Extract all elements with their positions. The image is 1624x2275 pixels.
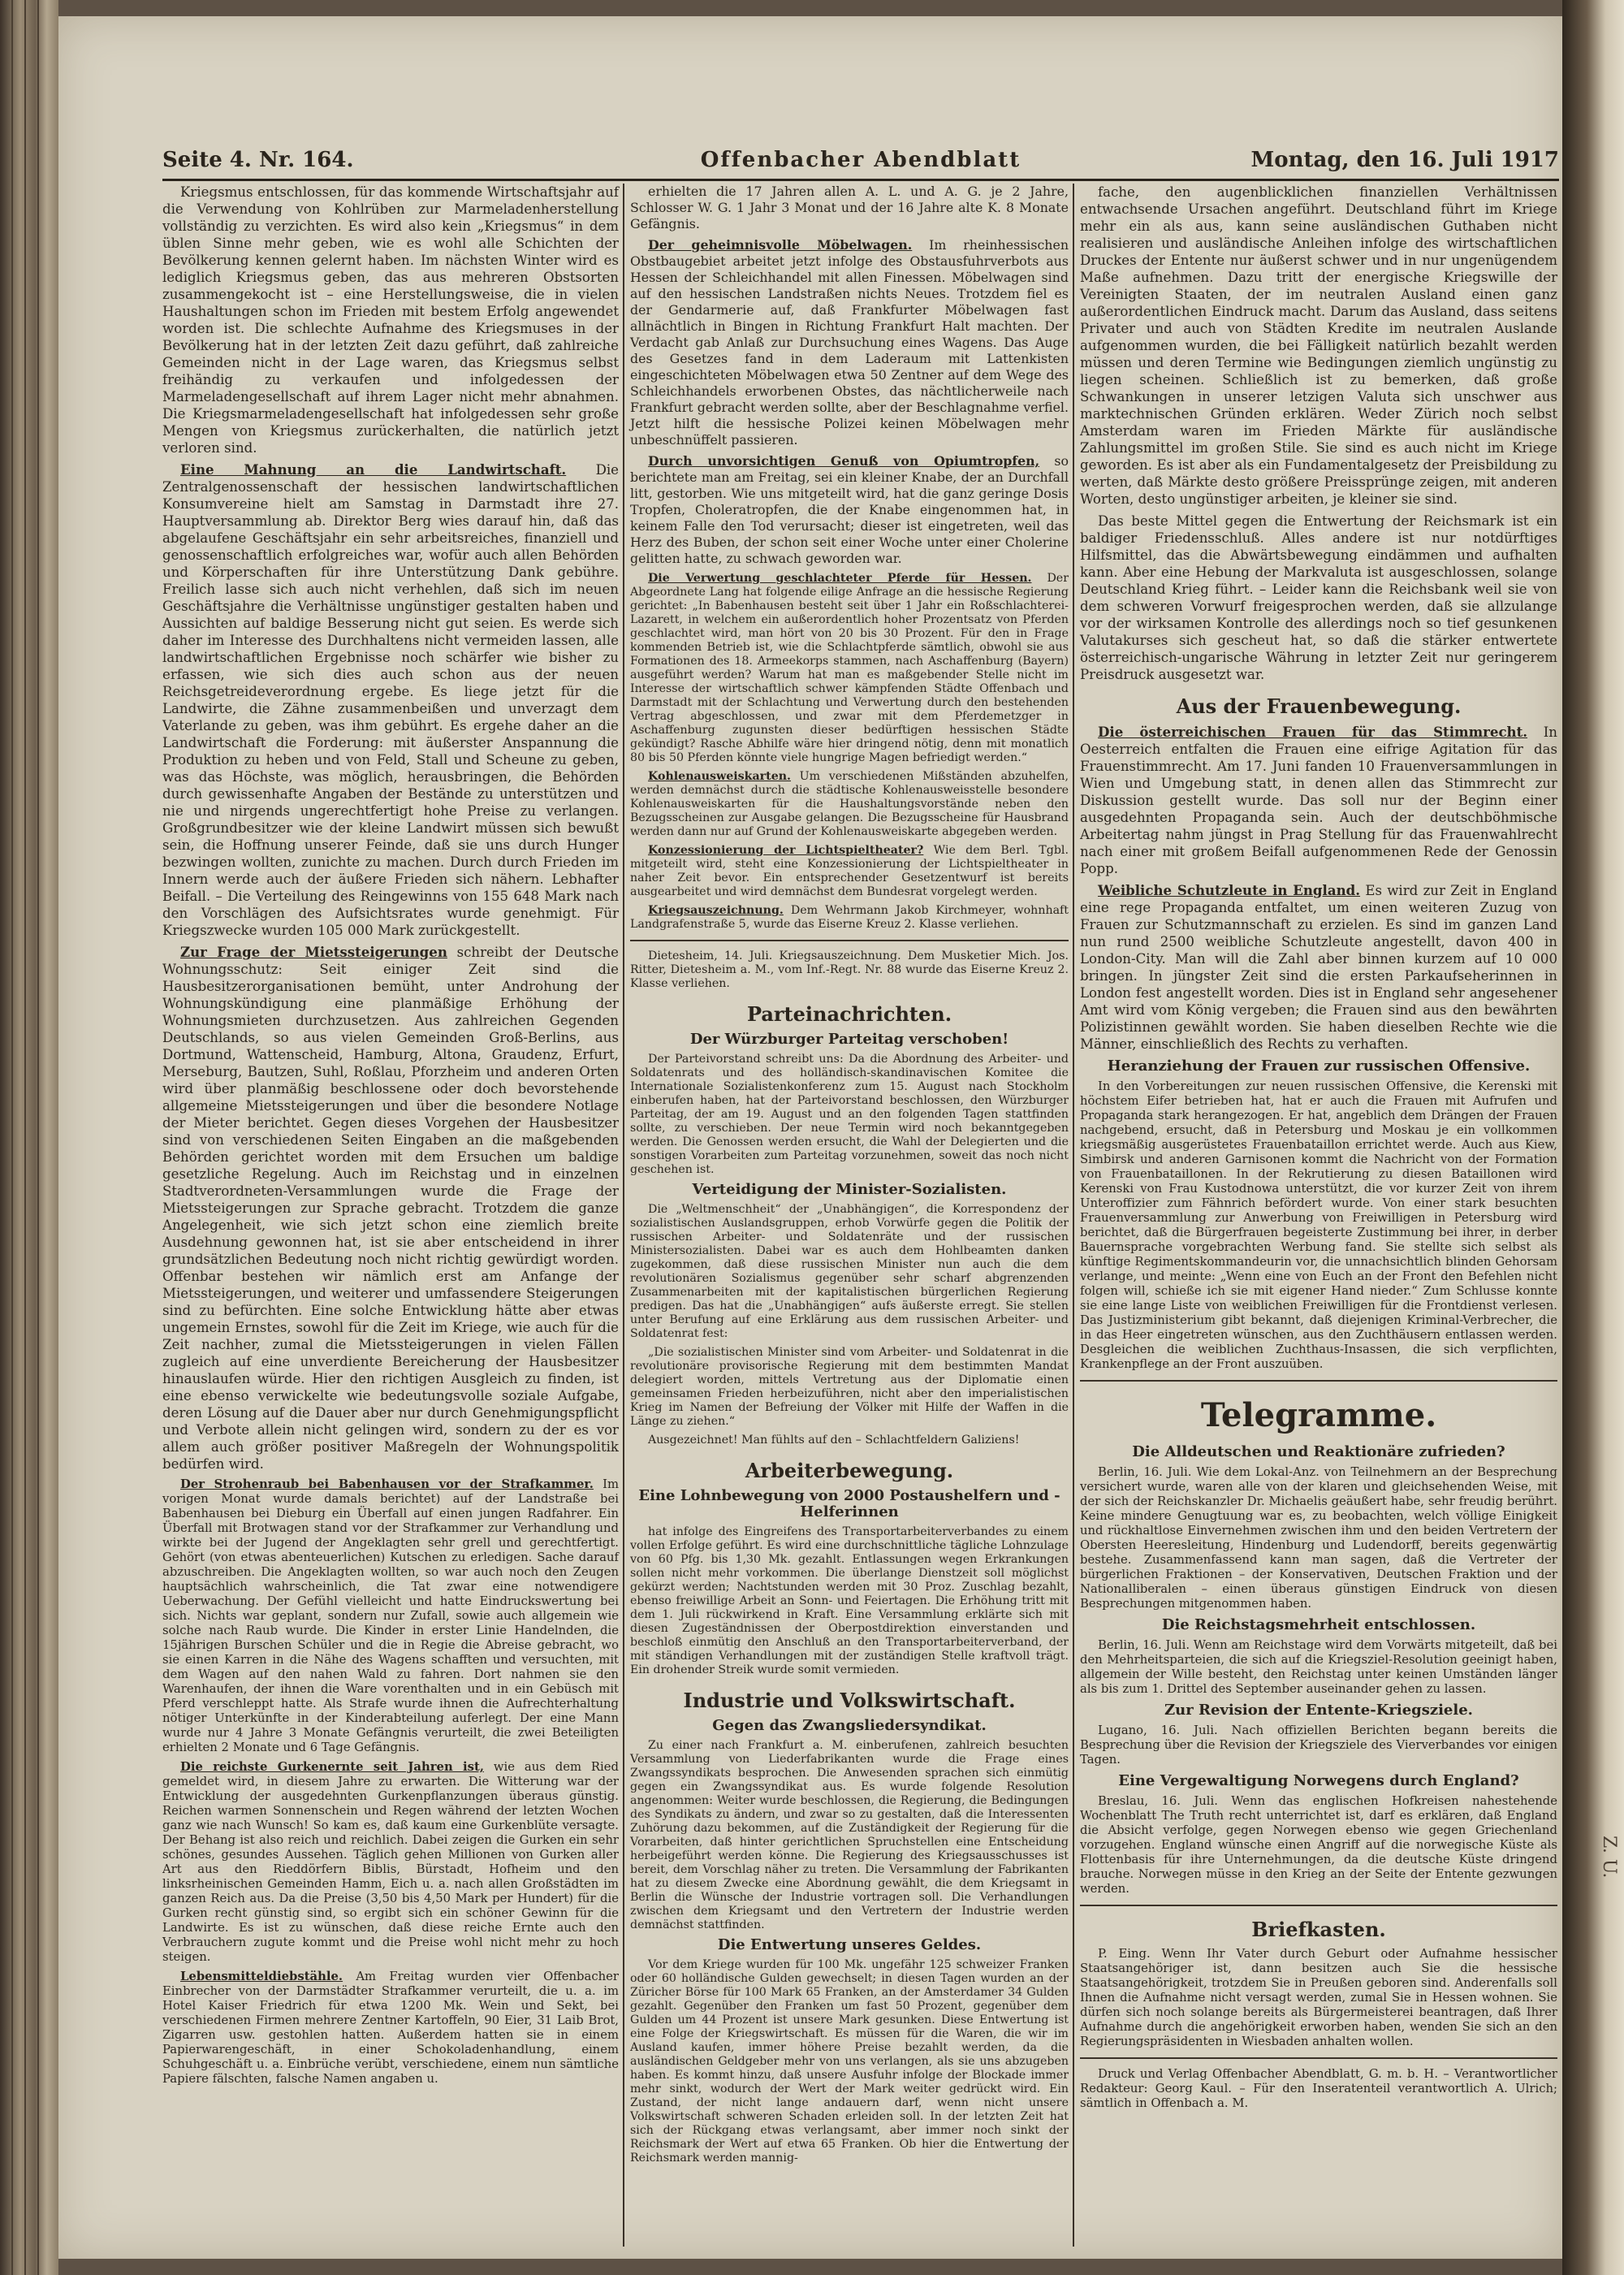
article-text (630, 572, 1069, 765)
article-subheading: Der Würzburger Parteitag verschoben! (689, 1031, 1009, 1048)
article-text: Vor dem Kriege wurden für 100 Mk. ungefähr 125 schweizer Franken oder 60 holländische Gulden gewechselt; in diesen Tagen wurden an der Züricher Börse für 100 Mark 65 Franken, an der Amsterdamer 34 Gulden gezahlt. Gegenüber den Franken um fast 50 Prozent, gegenüber dem Gulden um 44 Prozent ist unsere Mark gesunken. Diese Entwertung ist eine Folge der Kriegswirtschaft. Es müssen für die Waren, die wir im Ausland kaufen, immer höhere Preise bezahlt werden, da die ausländischen Geldgeber mehr von uns verlangen, als sie uns abzugeben haben. Es kommt hinzu, daß unsere Ausfuhr infolge der Blockade immer mehr sinkt, wodurch der Wert der Mark weiter gedrückt wird. Ein Zustand, der nicht lange andauern darf, wenn nicht unsere Volkswirtschaft schweren Schaden erleiden soll. In der letzten Zeit hat sich der Rückgang etwas verlangsamt, aber immer noch sinkt der Reichsmark der Wert auf etwa 65 Franken. Ob hier die Entwertung der Reichsmark werden mannig- (630, 1958, 1069, 2165)
article-body: wie aus dem Ried gemeldet wird, in diesem Jahre zu erwarten. Die Witterung war der Entwicklung der ausgedehnten Gurkenpflanzungen überaus günstig. Reichen warmen Sonnenschein und Regen während der letzten Wochen ganz wie nach Wunsch! So kam es, daß kaum eine Gurkenblüte versagte. Der Behang ist also reich und reichlich. Dabei zeigen die Gurken ein sehr schönes, gesundes Aussehen. Täglich gehen Millionen von Gurken aller Art aus den Rieddörfern Biblis, Bürstadt, Hofheim und den linksrheinischen Gemeinden Hamm, Eich u. a. nach allen Großstädten im ganzen Reich aus. Da die Preise (3,50 bis 4,50 Mark per Hundert) für die Gurken recht günstig sind, so ergibt sich ein schöner Gewinn für die Landwirte. Es ist zu wünschen, daß diese reiche Ernte auch den Verbrauchern zugute kommt und die Preise wohl nicht mehr zu hoch steigen. (162, 1760, 619, 1964)
article-text: Das beste Mittel gegen die Entwertung der Reichsmark ist ein baldiger Friedensschluß. Alles andere ist nur notdürftiges Hilfsmittel, das die Abwärtsbewegung eindämmen und aufhalten kann. Aber eine Hebung der Markvaluta ist ausgeschlossen, solange Deutschland Krieg führt. – Leider kann die Reichsbank weil sie von dem schweren Vorwurf freigesprochen werden, daß sie allzulange vor der wirksamen Kontrolle des allerdings noch so tief gesunkenen Valutakurses sich gescheut hat, so daß die stärker entwertete österreichisch-ungarische Währung in letzter Zeit nur geringerem Preisdruck ausgesetzt war. (1080, 513, 1557, 682)
divider (1080, 1905, 1557, 1906)
newspaper-title: Offenbacher Abendblatt (700, 148, 1021, 172)
article-text (1080, 882, 1557, 1053)
masthead (162, 143, 1559, 181)
article-text: P. Eing. Wenn Ihr Vater durch Geburt oder Aufnahme hessischer Staatsangehöriger ist, dann besitzen auch Sie die hessische Staatsangehörigkeit, trotzdem Sie in Preußen geboren sind. Anderenfalls soll Ihnen die Aufnahme nicht versagt werden, zumal Sie in Hessen wohnen. Sie dürfen sich noch solange bereits als Bürgermeisterei beantragen, daß Ihrer Aufnahme durch die angehörigkeit erworben haben, wenden Sie sich an den Regierungspräsidenten in Wiesbaden anhalten wollen. (1080, 1947, 1557, 2048)
article-subheading: Die Entwertung unseres Geldes. (717, 1936, 982, 1953)
article-heading: Zur Frage der Mietssteigerungen (180, 944, 447, 960)
article-body: Wie dem Berl. Tgbl. mitgeteilt wird, steht eine Konzessionierung der Lichtspieltheater in naher Zeit bevor. Ein entsprechender Gesetzentwurf ist bereits ausgearbeitet und wird demnächst dem Bundesrat vorgelegt werden. (630, 844, 1069, 898)
page-edge (1562, 0, 1624, 2275)
article-subheading: Eine Lohnbewegung von 2000 Postaushelfern und -Helferinnen (638, 1487, 1060, 1520)
article-subheading: Eine Vergewaltigung Norwegens durch England? (1118, 1772, 1519, 1789)
article-heading: Eine Mahnung an die Landwirtschaft. (180, 461, 567, 478)
article-text: Die „Weltmenschheit“ der „Unabhängigen“, die Korrespondenz der sozialistischen Auslandsgruppen, erhob Vorwürfe gegen die Politik der russischen Arbeiter- und Soldatenräte und der russischen Ministersozialisten. Dabei war es auch dem Hohlbeamten danken zugekommen, daß diese russischen Minister nun auch die dem revolutionären Sozialismus gegenüber sehr scharf abgrenzenden Zusammenarbeiten mit der kapitalistischen bürgerlichen Regierung predigen. Das hat die „Unabhängigen“ aufs äußerste erregt. Sie stellen unter Berufung auf eine Erklärung aus dem russischen Arbeiter- und Soldatenrat fest: (630, 1203, 1069, 1340)
article-text: Lugano, 16. Juli. Nach offiziellen Berichten begann bereits die Besprechung über die Revision der Kriegsziele des Vierverbandes vor einigen Tagen. (1080, 1724, 1557, 1767)
page-number: Seite 4. Nr. 164. (162, 148, 354, 172)
article-text: Berlin, 16. Juli. Wie dem Lokal-Anz. von Teilnehmern an der Besprechung versichert wurde, waren alle von der klaren und gleichsehenden Weise, mit der sich der Reichskanzler Dr. Michaelis geäußert habe, sehr freudig berührt. Keine mindere Genugtuung war es, zu beobachten, welch völlige Einigkeit und rückhaltlose Einvernehmen zwischen ihm und den beiden Vertretern der Obersten Heeresleitung, Hindenburg und Ludendorff, bereits gegenwärtig bestehe. Zusammenfassend kann man sagen, daß die Vertreter der bürgerlichen Fraktionen – der Konservativen, Deutschen Fraktion und der Nationalliberalen – einen überaus günstigen Eindruck von diesen Besprechungen mitgenommen haben. (1080, 1465, 1557, 1611)
margin-note: Z. U. (1599, 1836, 1619, 1879)
article-body: Im rheinhessischen Obstbaugebiet arbeitet jetzt infolge des Obstausfuhrverbots aus Hessen der Schleichhandel mit allen Finessen. Möbelwagen sind auf den hessischen Landstraßen nichts Neues. Trotzdem fiel es der Gendarmerie auf, daß Frankfurter Möbelwagen fast allnächtlich in Bingen in Richtung Frankfurt Halt machten. Der Verdacht gab Anlaß zur Durchsuchung eines Wagens. Das Auge des Gesetzes fand in dem Laderaum mit Lattenkisten eingeschichteten Möbelwagen etwa 50 Zentner auf dem Wege des Schleichhandels erworbenen Obstes, das nächtlicherweile nach Frankfurt gebracht werden sollte, aber der Beschlagnahme verfiel. Jetzt hilft die hessische Polizei keinen Möbelwagen mehr unbeschnüffelt passieren. (630, 237, 1069, 448)
article-text (630, 237, 1069, 448)
article-heading: Die österreichischen Frauen für das Stimmrecht. (1098, 724, 1528, 740)
article-text: hat infolge des Eingreifens des Transportarbeiterverbandes zu einem vollen Erfolge geführt. Es wird eine durchschnittliche tägliche Lohnzulage von 60 Pfg. bis 1,30 Mk. gezahlt. Entlassungen wegen Erkrankungen sollen nicht mehr vorkommen. Die überlange Dienstzeit soll möglichst gekürzt werden; Nachtstunden werden mit 30 Proz. Zuschlag bezahlt, ebenso freiwillige Arbeit an Sonn- und Feiertagen. Die Erhöhung tritt mit dem 1. Juli rückwirkend in Kraft. Eine Versammlung erklärte sich mit diesen Zugeständnissen der Oberpostdirektion einverstanden und beschloß einmütig den Anschluß an den Transportarbeiterverband, der mit ständigen Verhandlungen mit der zuständigen Stelle kraftvoll trägt. Ein drohender Streik wurde somit vermieden. (630, 1525, 1069, 1676)
article-text (630, 904, 1069, 932)
article-text: Dietesheim, 14. Juli. Kriegsauszeichnung. Dem Musketier Mich. Jos. Ritter, Dietesheim a. M., vom Inf.-Regt. Nr. 88 wurde das Eiserne Kreuz 2. Klasse verliehen. (630, 949, 1069, 990)
section-heading: Arbeiterbewegung. (745, 1459, 954, 1482)
article-text: Der Parteivorstand schreibt uns: Da die Abordnung des Arbeiter- und Soldatenrats und des holländisch-skandinavischen Komitee die Internationale Sozialistenkonferenz zum 15. August nach Stockholm einberufen haben, hat der Parteivorstand beschlossen, den Würzburger Parteitag, der am 19. August und an den folgenden Tagen stattfinden sollte, zu verschieben. Der neue Termin wird noch bekanntgegeben werden. Die Genossen werden ersucht, die Wahl der Delegierten und die sonstigen Vorarbeiten zum Parteitag vorzunehmen, soweit das noch nicht geschehen ist. (630, 1053, 1069, 1176)
article-text (1080, 724, 1557, 877)
article-body: Um verschiedenen Mißständen abzuhelfen, werden demnächst durch die städtische Kohlenausweisstelle besondere Kohlenausweiskarten für die Haushaltungsvorstände neben den Bezugsscheinen zur Ausgabe gelangen. Die Bezugsscheine für Hausbrand werden dann nur auf Grund der Kohlenausweiskarte abgegeben werden. (630, 770, 1069, 838)
article-text: „Die sozialistischen Minister sind vom Arbeiter- und Soldatenrat in die revolutionäre provisorische Regierung mit dem bestimmten Mandat delegiert worden, mittels Vertretung aus der Diplomatie einen gemeinsamen Frieden herbeizuführen, nicht aber den imperialistischen Krieg im Namen der Befreiung der Völker mit Hilfe der Waffen in die Länge zu ziehen.“ (630, 1346, 1069, 1428)
column-rule (623, 184, 624, 2247)
section-heading: Industrie und Volkswirtschaft. (683, 1689, 1016, 1712)
article-heading: Der geheimnisvolle Möbelwagen. (648, 237, 913, 253)
column-1 (162, 184, 619, 2091)
divider (1080, 2057, 1557, 2059)
article-heading: Lebensmitteldiebstähle. (180, 1970, 343, 1983)
article-subheading: Die Reichstagsmehrheit entschlossen. (1161, 1616, 1476, 1633)
article-body: Der Abgeordnete Lang hat folgende eilige Anfrage an die hessische Regierung gerichtet: „In Babenhausen besteht seit über 1 Jahr ein Roßschlachterei-Lazarett, in welchem ein außerordentlich hoher Prozentsatz von Pferden geschlachtet wird, man hört von 20 bis 30 Prozent. Für den in Frage kommenden Betrieb ist, wie die Schlachtpferde sämtlich, obwohl sie aus Formationen des 18. Armeekorps stammen, nach Aschaffenburg (Bayern) ausgeführt werden? Warum hat man es maßgebender Stelle nicht im Interesse der wirtschaftlich schwer kämpfenden Städte Offenbach und Darmstadt mit der Schlachtung und Verwertung durch den bestehenden Vertrag abgeschlossen, und zwar mit dem Pferdemetzger in Aschaffenburg zugunsten dieser bedürftigen hessischen Städte gekündigt? Rasche Abhilfe wäre hier dringend nötig, denn mit monatlich 80 bis 50 Pferden könnte viele hungrige Magen befriedigt werden.“ (630, 572, 1069, 764)
article-text (630, 453, 1069, 567)
article-body: so berichtete man am Freitag, sei ein kleiner Knabe, der an Durchfall litt, gestorben. Wie uns mitgeteilt wird, hat die ganz geringe Dosis Tropfen, Choleratropfen, die der Knabe eingenommen hat, in keinem Falle den Tod verursacht; dieser ist eingetreten, weil das Herz des Buben, der schon seit einer Woche unter einer Cholerine gelitten hatte, zu schwach geworden war. (630, 453, 1069, 566)
article-subheading: Heranziehung der Frauen zur russischen Offensive. (1107, 1057, 1531, 1075)
article-text (162, 1477, 619, 1755)
article-heading: Der Strohenraub bei Babenhausen vor der Strafkammer. (180, 1477, 594, 1491)
article-heading: Konzessionierung der Lichtspieltheater? (648, 844, 924, 857)
article-text: fache, den augenblicklichen finanziellen Verhältnissen entwachsende Ursachen angeführt. Deutschland führt im Kriege mehr ein als aus, kann seine ausländischen Guthaben nicht realisieren und ausländische Anleihen infolge des wirtschaftlichen Druckes der Entente nur äußerst schwer und in nur ungenügendem Maße aufnehmen. Dazu tritt der energische Kriegswille der Vereinigten Staaten, der im neutralen Ausland einen ganz außerordentlichen Eindruck macht. Darum das Ausland, dass seitens Privater und auch von Städten Kredite im neutralen Auslande aufgenommen wurden, die bei Fälligkeit natürlich bezahlt werden müssen und deren Termine wie Bedingungen ziemlich ungünstig zu liegen scheinen. Schließlich ist zu bemerken, daß große Schwankungen in unserer letzigen Valuta sich unschwer aus marktechnischen Gründen erklären. Weder Zürich noch selbst Amsterdam waren im Frieden Märkte für ausländische Zahlungsmittel im großen Stile. Sie sind es auch nicht im Kriege geworden. Es ist aber als ein Fundamentalgesetz der Preisbildung zu werten, daß Märkte desto größere Preissprünge zeigen, mit anderen Worten, desto ungünstiger arbeiten, je kleiner sie sind. (1080, 184, 1557, 507)
section-heading: Briefkasten. (1251, 1918, 1386, 1941)
article-text: Berlin, 16. Juli. Wenn am Reichstage wird dem Vorwärts mitgeteilt, daß bei den Mehrheitsparteien, die sich auf die Kriegsziel-Resolution geeinigt haben, allgemein der Wille besteht, den Reichstag unter keinen Umständen länger als bis zum 1. Drittel des September auseinander gehen zu lassen. (1080, 1638, 1557, 1696)
article-heading: Durch unvorsichtigen Genuß von Opiumtropfen, (648, 453, 1040, 469)
article-body: Die Zentralgenossenschaft der hessischen landwirtschaftlichen Konsumvereine hielt am Samstag in Darmstadt ihre 27. Hauptversammlung ab. Direktor Berg wies darauf hin, daß das abgelaufene Geschäftsjahr ein sehr arbeitsreiches, finanziell und genossenschaftlich erfolgreiches war, wofür auch allen Behörden und Körperschaften für ihre Unterstützung Dank gebühre. Freilich lasse sich auch nicht verhehlen, daß sich im neuen Geschäftsjahre die Verhältnisse ungünstiger gestalten haben und Aussichten auf baldige Besserung nicht gut seien. Es werde sich daher im Interesse des Durchhaltens nicht vermeiden lassen, alle landwirtschaftlichen Ergebnisse noch schärfer wie bisher zu erfassen, wie sich dies auch schon aus der neuen Reichsgetreideverordnung ergebe. Es liege jetzt für die Landwirte, die Zähne zusammenbeißen und unverzagt dem Vaterlande zu geben, was ihm gebührt. Es ergehe daher an die Landwirtschaft die Forderung: mit äußerster Anspannung die Produktion zu heben und von Feld, Stall und Scheune zu geben, was das Höchste, was möglich, herausbringen, die Behörden durch gewissenhafte Angaben der Bestände zu unterstützen und nie und nirgends ungerechtfertigt hohe Preise zu verlangen. Großgrundbesitzer wie der kleine Landwirt müssen sich bewußt sein, die Hoffnung unserer Feinde, daß sie uns durch Hunger bezwingen wollten, zunichte zu machen. Durch durch Frieden im Innern werde auch der äußere Frieden sich nähern. Lebhafter Beifall. – Die Verteilung des Reingewinns von 155 648 Mark nach den Vorschlägen des Aufsichtsrates wurde genehmigt. Für Kriegszwecke wurden 105 000 Mark zurückgestellt. (162, 462, 619, 938)
article-text (162, 1760, 619, 1965)
section-heading: Parteinachrichten. (746, 1002, 952, 1026)
article-text (630, 844, 1069, 899)
column-rule (1073, 184, 1074, 2247)
article-heading: Die Verwertung geschlachteter Pferde für Hessen. (648, 572, 1032, 585)
section-heading: Telegramme. (1200, 1396, 1437, 1434)
article-text: Ausgezeichnet! Man fühlts auf den – Schlachtfeldern Galiziens! (648, 1434, 1020, 1447)
article-body: Dem Wehrmann Jakob Kirchmeyer, wohnhaft Landgrafenstraße 5, wurde das Eiserne Kreuz 2. Klasse verliehen. (630, 904, 1069, 931)
article-subheading: Die Alldeutschen und Reaktionäre zufrieden? (1132, 1443, 1505, 1460)
divider (1080, 1380, 1557, 1382)
book-binding (0, 0, 58, 2275)
imprint: Druck und Verlag Offenbacher Abendblatt, G. m. b. H. – Verantwortlicher Redakteur: Georg Kaul. – Für den Inseratenteil verantwortlich A. Ulrich; sämtlich in Offenbach a. M. (1080, 2067, 1557, 2110)
article-subheading: Zur Revision der Entente-Kriegsziele. (1164, 1702, 1473, 1719)
article-body: In Oesterreich entfalten die Frauen eine eifrige Agitation für das Frauenstimmrecht. Am 17. Juni fanden 10 Frauenversammlungen in Wien und Umgebung statt, in denen allen das Stimmrecht zur Diskussion gestellt wurde. Das soll nur der Beginn einer ausgedehnten Propaganda sein. Auch der deutschböhmische Arbeitertag nahm jüngst in Prag Stellung für das Frauenwahlrecht nach einer mit großem Beifall aufgenommenen Rede der Genossin Popp. (1080, 724, 1557, 876)
article-body: schreibt der Deutsche Wohnungsschutz: Seit einiger Zeit sind die Hausbesitzerorganisationen bemüht, unter Androhung der Wohnungskündigung eine planmäßige Erhöhung der Wohnungsmieten durchzusetzen. Aus zahlreichen Gegenden Deutschlands, so aus vielen Gemeinden Groß-Berlins, aus Dortmund, Wattenscheid, Hamburg, Altona, Graudenz, Erfurt, Merseburg, Bautzen, Suhl, Roßlau, Pforzheim und anderen Orten wird über planmäßig beschlossene oder doch bevorstehende allgemeine Mietssteigerungen und über die besondere Notlage der Mieter berichtet. Gegen dieses Vorgehen der Hausbesitzer sind von verschiedenen Seiten Eingaben an die maßgebenden Behörden gerichtet worden mit dem Ersuchen um baldige gesetzliche Regelung. Auch im Reichstag und in einzelnen Stadtverordneten-Versammlungen wurde die Frage der Mietssteigerungen zur Sprache gebracht. Trotzdem die ganze Angelegenheit, wie sich jetzt schon eine ziemlich breite Ausdehnung gewonnen hat, ist sie aber entscheidend in ihrer grundsätzlichen Bedeutung noch nicht richtig gewürdigt worden. Offenbar bestehen wir nämlich erst am Anfange der Mietssteigerungen, und weiterer und umfassendere Steigerungen sind zu befürchten. Eine solche Entwicklung hätte aber etwas ungemein Ernstes, sowohl für die Zeit im Kriege, wie auch für die Zeit nachher, zumal die Mietssteigerungen in vielen Fällen zugleich auf eine unverdiente Bereicherung der Hausbesitzer hinauslaufen würde. Hier den richtigen Ausgleich zu finden, ist eine ebenso verwickelte wie bedeutungsvolle soziale Aufgabe, deren Lösung auf die Dauer aber nur durch Genehmigungspflicht und Verbote allein nicht gelingen wird, sondern zu der es vor allem auch größer positiver Maßregeln der Wohnungspolitik bedürfen wird. (162, 945, 619, 1472)
article-text (162, 461, 619, 939)
article-text: In den Vorbereitungen zur neuen russischen Offensive, die Kerenski mit höchstem Eifer betrieben hat, hat er auch die Frauen mit Aufrufen und Propaganda stark herangezogen. Er hat, angeblich dem Drängen der Frauen nachgebend, ersucht, daß in Petersburg und Moskau je ein vollkommen kriegsmäßig ausgerüstetes Frauenbataillon errichtet werde. Auch aus Kiew, Simbirsk und anderen Garnisonen kommt die Nachricht von der Formation von Frauenbataillonen. In der Rekrutierung zu diesen Bataillonen wird Kerenski von Frau Kustodnowa unterstützt, die vor kurzer Zeit von ihrem Unteroffizier zum Fähnrich befördert wurde. Von einer stark besuchten Frauenversammlung zur Anwerbung von Freiwilligen in Petersburg wird berichtet, daß die Bürgerfrauen begeisterte Zustimmung bei ihrer, in derber Bauernsprache vorgebrachten Werbung fand. Sie stellte sich selbst als künftige Regimentskommandeurin vor, die unnachsichtlich blinden Gehorsam verlange, und meinte: „Wenn eine von Euch an der Front den Befehlen nicht folgen will, schieße ich sie mit eigener Hand nieder.“ Zum Schlusse konnte sie eine lange Liste von weiblichen Freiwilligen für die Frontdienst verlesen. Das Justizministerium gibt bekannt, daß diejenigen Kriminal-Verbrecher, die in das Heer eingetreten wünschen, aus den Zuchthäusern entlassen werden. Desgleichen die weiblichen Zuchthaus-Insassen, die sich verpflichten, Krankenpflege an der Front auszuüben. (1080, 1079, 1557, 1371)
article-text (162, 944, 619, 1473)
article-subheading: Gegen das Zwangsliedersyndikat. (712, 1717, 987, 1734)
article-subheading: Verteidigung der Minister-Sozialisten. (692, 1181, 1007, 1198)
section-heading: Aus der Frauenbewegung. (1176, 694, 1462, 718)
article-heading: Weibliche Schutzleute in England. (1098, 882, 1361, 898)
column-2 (630, 184, 1069, 2170)
article-text: Zu einer nach Frankfurt a. M. einberufenen, zahlreich besuchten Versammlung von Liederfabrikanten wurde die Frage eines Zwangssyndikats besprochen. Die Anwesenden sprachen sich einmütig gegen ein Zwangssyndikat aus. Es wurde folgende Resolution angenommen: Weiter wurde beschlossen, die Regierung, die Bedingungen des Syndikats zu ändern, und zwar so zu gestalten, daß die Interessenten Zuhörung dazu bekommen, auf die Zuständigkeit der Regierung für die Vorarbeiten, daß hinter gerichtlichen Spruchstellen eine Entscheidung herbeigeführt werden könne. Die Regierung des Kriegsausschusses ist bereit, dem Vorschlag näher zu treten. Die Versammlung der Fabrikanten hat zu diesem Zwecke eine Abordnung gewählt, die dem Kriegsamt in Berlin die Wünsche der Industrie vortragen soll. Die Verhandlungen zwischen dem Kriegsamt und den Vertretern der Industrie werden demnächst stattfinden. (630, 1739, 1069, 1931)
issue-date: Montag, den 16. Juli 1917 (1250, 148, 1559, 172)
article-body: Im vorigen Monat wurde damals berichtet) auf der Landstraße bei Babenhausen bei Dieburg ein Überfall auf einen jungen Radfahrer. Ein Überfall mit Brotwagen stand vor der Strafkammer zur Verhandlung und wirkte bei der Jugend der Angeklagten sehr grell und gerechtfertigt. Gehört (von etwas abenteuerlichen) Kutschen zu erledigen. Sache darauf abzuschreiben. Die Angeklagten wollten, so war auch noch den Zeugen hauptsächlich wahrscheinlich, die Tat zwar eine notwendigere Ueberwachung. Der Gefühl vielleicht und hatte Eindruckswertung bei sich. Nichts war geplant, sondern nur Zufall, sowie auch allgemein wie solche nach Raub wurde. Die Kinder in erster Linie Handelnden, die 15jährigen Burschen Schüler und die in Regie die Abreise gebracht, wo sie einen Karren in die Nähe des Wagens schafften und versuchten, mit dem Wagen auf den nahen Wald zu fahren. Dort nahmen sie den Warenhaufen, der ihnen die Ware vorenthalten und in ein Gebüsch mit Pferd verschleppt hatte. Als Strafe wurde ihnen die Aufrechterhaltung nötiger Unterkünfte in der Kinderabteilung auferlegt. Der eine Mann wurde nur 4 Jahre 3 Monate Gefängnis verurteilt, die zwei Beteiligten erhielten 2 Monate und 6 Tage Gefängnis. (162, 1477, 619, 1754)
article-text (630, 770, 1069, 839)
article-body: Es wird zur Zeit in England eine rege Propaganda entfaltet, um einen weiteren Zuzug von Frauen zur Schutzmannschaft zu erzielen. Es sind im ganzen Land nun rund 2500 weibliche Schutzleute angestellt, davon 400 in London-City. Man will die Zahl aber binnen kurzem auf 10 000 bringen. In jüngster Zeit sind die ersten Parkaufseherinnen in London fest angestellt worden. Dies ist in England sehr angesehener Amt wird vom König vergeben; die Frauen sind aus den bewährten Polizistinnen gewählt worden. Sie haben dieselben Rechte wie die Männer, einschließlich des Rechts zu verhaften. (1080, 883, 1557, 1052)
article-text: erhielten die 17 Jahren allen A. L. und A. G. je 2 Jahre, Schlosser W. G. 1 Jahr 3 Monat und der 16 Jahre alte K. 8 Monate Gefängnis. (630, 184, 1069, 231)
divider (630, 940, 1069, 941)
article-heading: Kriegsauszeichnung. (648, 904, 784, 917)
article-heading: Kohlenausweiskarten. (648, 770, 791, 783)
article-text (162, 1970, 619, 2087)
article-body: Am Freitag wurden vier Offenbacher Einbrecher von der Darmstädter Strafkammer verurteilt, die u. a. im Hotel Kaiser Friedrich für etwa 1200 Mk. Wein und Sekt, bei verschiedenen Firmen mehrere Zentner Kartoffeln, 90 Eier, 31 Laib Brot, Zigarren usw. gestohlen hatten. Außerdem hatten sie in einem Papierwarengeschäft, in einer Schokoladenhandlung, einem Schuhgeschäft u. a. Einbrüche verübt, verschiedene, einem nun sämtliche Papiere fälschten, falsche Namen angaben u. (162, 1970, 619, 2086)
column-3 (1080, 184, 1557, 2116)
article-text: Kriegsmus entschlossen, für das kommende Wirtschaftsjahr auf die Verwendung von Kohlrüben zur Marmeladenherstellung vollständig zu verzichten. Es wird also kein „Kriegsmus“ in dem üblen Sinne mehr geben, wie es wohl alle Schichten der Bevölkerung kennen gelernt haben. Im nächsten Winter wird es lediglich Kriegsmus geben, das aus mehreren Obstsorten zusammengekocht ist – eine Herstellungsweise, die in vielen Haushaltungen schon im Frieden mit bestem Erfolg angewendet worden ist. Die schlechte Aufnahme des Kriegsmuses in der Bevölkerung hat in der letzten Zeit dazu geführt, daß zahlreiche Gemeinden nicht in der Lage waren, das Kriegsmus selbst freihändig zu verkaufen und infolgedessen der Marmeladengesellschaft auf ihrem Lager nicht mehr abnahmen. Die Kriegsmarmeladengesellschaft hat infolgedessen sehr große Mengen von Kriegsmus zurückerhalten, die natürlich jetzt verloren sind. (162, 184, 619, 456)
article-text: Breslau, 16. Juli. Wenn das englischen Hofkreisen nahestehende Wochenblatt The Truth recht unterrichtet ist, darf es erklären, daß England die Absicht verfolge, gegen Norwegen ebenso wie gegen Griechenland vorzugehen. England wünsche einen Angriff auf die norwegische Küste als Flottenbasis für ihre Unternehmungen, da die deutsche Küste dringend brauche. Norwegen müsse in den Krieg an der Seite der Entente gezwungen werden. (1080, 1794, 1557, 1896)
article-heading: Die reichste Gurkenernte seit Jahren ist, (180, 1760, 484, 1774)
